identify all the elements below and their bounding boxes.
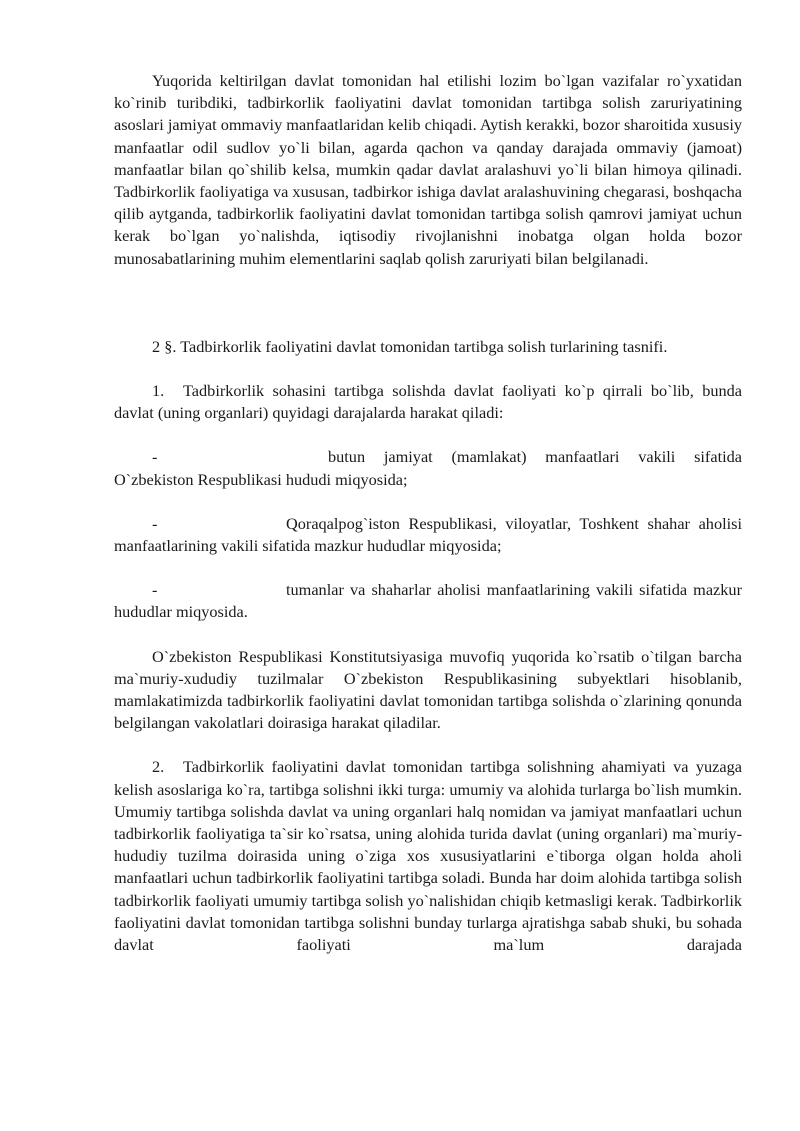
bullet-marker: - bbox=[152, 513, 158, 533]
bullet-marker: - bbox=[152, 580, 158, 600]
section-heading: 2 §. Tadbirkorlik faoliyatini davlat tomonidan tartibga solish turlarining tasnifi. bbox=[152, 336, 668, 356]
spacer bbox=[114, 358, 742, 380]
item-number: 1. bbox=[152, 381, 165, 401]
spacer bbox=[114, 624, 742, 646]
spacer bbox=[114, 270, 742, 336]
spacer bbox=[114, 424, 742, 446]
bullet-item-3 bbox=[114, 579, 742, 623]
spacer bbox=[114, 557, 742, 579]
bullet-item-1 bbox=[114, 446, 742, 490]
bullet-marker: - bbox=[152, 447, 158, 467]
bullet-item-2 bbox=[114, 513, 742, 557]
numbered-item-1 bbox=[114, 380, 742, 424]
bullet-text: butun jamiyat (mamlakat) manfaatlari vakili sifatida O`zbekiston Respublikasi hududi miqyosida; bbox=[114, 447, 742, 489]
spacer bbox=[114, 491, 742, 513]
intro-paragraph: Yuqorida keltirilgan davlat tomonidan hal etilishi lozim bo`lgan vazifalar ro`yxatidan ko`rinib turibdiki, tadbirkorlik faoliyatini davlat tomonidan tartibga solish zaruriyatining asoslari jamiyat ommaviy manfaatlaridan kelib chiqadi. Aytish kerakki, bozor sharoitida xususiy manfaatlar odil sudlov yo`li bilan, agarda qachon va qanday darajada ommaviy (jamoat) manfaatlar bilan qo`shilib kelsa, mumkin qadar davlat aralashuvi yo`li bilan himoya qilinadi. Tadbirkorlik faoliyatiga va xususan, tadbirkor ishiga davlat aralashuvining chegarasi, boshqacha qilib aytganda, tadbirkorlik faoliyatini davlat tomonidan tartibga solish qamrovi jamiyat uchun kerak bo`lgan yo`nalishda, iqtisodiy rivojlanishni inobatga olgan holda bozor munosabatlarining muhim elementlarini saqlab qolish zaruriyati bilan belgilanadi. bbox=[114, 71, 742, 268]
constitution-paragraph: O`zbekiston Respublikasi Konstitutsiyasiga muvofiq yuqorida ko`rsatib o`tilgan barcha ma`muriy-xududiy tuzilmalar O`zbekiston Respublikasining subyektlari hisoblanib, mamlakatimizda tadbirkorlik faoliyatini davlat tomonidan tartibga solishda o`zlarining qonunda belgilangan vakolatlari doirasiga harakat qiladilar. bbox=[114, 646, 742, 733]
numbered-item-2 bbox=[114, 756, 742, 956]
item-number: 2. bbox=[152, 757, 165, 777]
item-text: Tadbirkorlik faoliyatini davlat tomonidan tartibga solishning ahamiyati va yuzaga kelish asoslariga ko`ra, tartibga solishni ikki turga: umumiy va alohida turlarga bo`lish mumkin. Umumiy tartibga solishda davlat va uning organlari halq nomidan va jamiyat manfaatlari uchun tadbirkorlik faoliyatiga ta`sir ko`rsatsa, uning alohida turida davlat (uning organlari) ma`muriy-hududiy tuzilma doirasida uning o`ziga xos xususiyatlarini e`tiborga olgan holda aholi manfaatlari uchun tadbirkorlik faoliyatini tartibga soladi. Bunda har doim alohida tartibga solish tadbirkorlik faoliyati umumiy tartibga solish yo`nalishidan chiqib ketmasligi kerak. Tadbirkorlik faoliyatini davlat tomonidan tartibga solishni bunday turlarga ajratishga sabab shuki, bu sohada davlat faoliyati ma`lum darajada bbox=[114, 757, 742, 955]
item-text: Tadbirkorlik sohasini tartibga solishda davlat faoliyati ko`p qirrali bo`lib, bunda davlat (uning organlari) quyidagi darajalarda harakat qiladi: bbox=[114, 381, 742, 423]
document-page bbox=[114, 70, 742, 956]
spacer bbox=[114, 734, 742, 756]
bullet-text: Qoraqalpog`iston Respublikasi, viloyatlar, Toshkent shahar aholisi manfaatlarining vakili sifatida mazkur hududlar miqyosida; bbox=[114, 513, 742, 556]
bullet-text: tumanlar va shaharlar aholisi manfaatlarining vakili sifatida mazkur hududlar miqyosida. bbox=[114, 580, 742, 622]
